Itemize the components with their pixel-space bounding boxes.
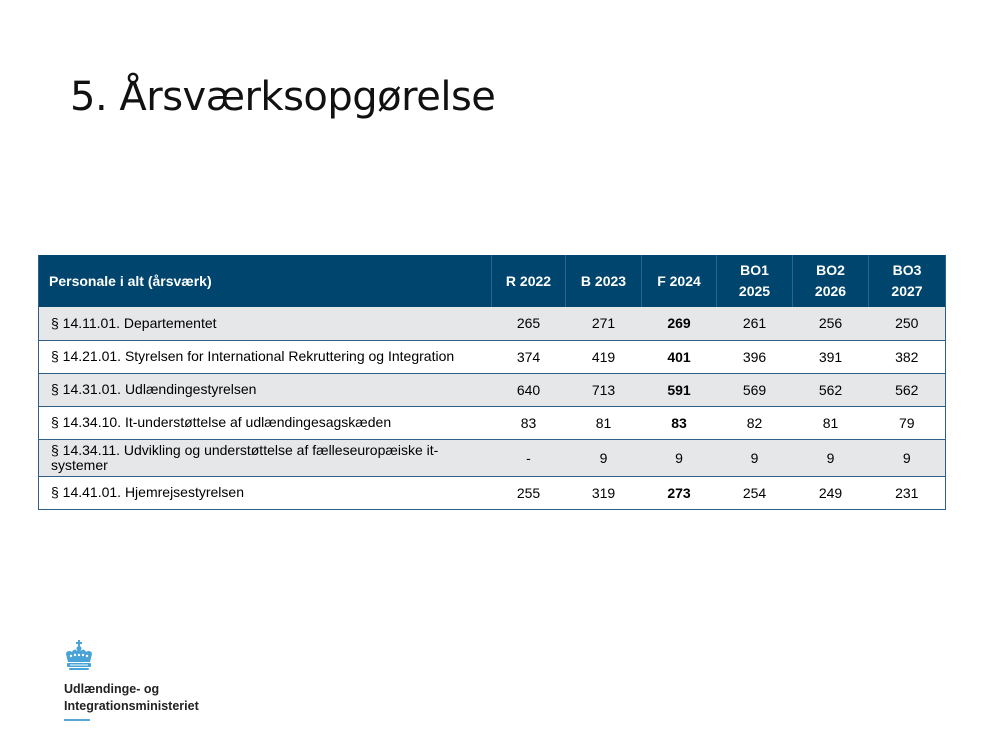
- slide-title: 5. Årsværksopgørelse: [70, 74, 496, 120]
- header-col-b2023: B 2023: [566, 255, 642, 307]
- cell-bo1: 254: [717, 476, 793, 509]
- row-label: § 14.34.10. It-understøttelse af udlændingesagskæden: [39, 406, 492, 439]
- table-row: [39, 373, 946, 406]
- cell-bo3: 9: [869, 439, 946, 476]
- header-col-f2024: F 2024: [642, 255, 717, 307]
- cell-r2022: -: [492, 439, 566, 476]
- cell-r2022: 83: [492, 406, 566, 439]
- cell-r2022: 374: [492, 340, 566, 373]
- row-label: § 14.34.11. Udvikling og understøttelse af fælleseuropæiske it-systemer: [39, 439, 492, 476]
- cell-b2023: 713: [566, 373, 642, 406]
- cell-bo2: 391: [793, 340, 869, 373]
- table-row: [39, 406, 946, 439]
- cell-bo2: 562: [793, 373, 869, 406]
- cell-f2024: 9: [642, 439, 717, 476]
- logo-divider: [64, 719, 90, 721]
- cell-r2022: 265: [492, 307, 566, 340]
- cell-b2023: 319: [566, 476, 642, 509]
- crown-icon: [63, 640, 95, 672]
- row-label: § 14.31.01. Udlændingestyrelsen: [39, 373, 492, 406]
- cell-bo2: 249: [793, 476, 869, 509]
- cell-f2024: 269: [642, 307, 717, 340]
- cell-r2022: 255: [492, 476, 566, 509]
- cell-bo3: 231: [869, 476, 946, 509]
- cell-r2022: 640: [492, 373, 566, 406]
- cell-bo3: 562: [869, 373, 946, 406]
- cell-bo3: 382: [869, 340, 946, 373]
- cell-bo2: 81: [793, 406, 869, 439]
- ministry-name-line-2: Integrationsministeriet: [64, 699, 199, 713]
- cell-bo1: 9: [717, 439, 793, 476]
- cell-bo1: 261: [717, 307, 793, 340]
- table-row: [39, 476, 946, 509]
- cell-bo1: 82: [717, 406, 793, 439]
- cell-bo2: 9: [793, 439, 869, 476]
- cell-b2023: 419: [566, 340, 642, 373]
- header-col-bo2: BO2 2026: [793, 255, 869, 307]
- header-col-bo1: BO1 2025: [717, 255, 793, 307]
- cell-bo3: 250: [869, 307, 946, 340]
- cell-f2024: 273: [642, 476, 717, 509]
- cell-b2023: 271: [566, 307, 642, 340]
- cell-bo2: 256: [793, 307, 869, 340]
- ministry-name-line-1: Udlændinge- og: [64, 682, 160, 696]
- cell-f2024: 591: [642, 373, 717, 406]
- table-header-row: [39, 255, 946, 307]
- row-label: § 14.11.01. Departementet: [39, 307, 492, 340]
- ministry-name: [64, 681, 264, 715]
- cell-b2023: 9: [566, 439, 642, 476]
- cell-bo1: 396: [717, 340, 793, 373]
- cell-bo1: 569: [717, 373, 793, 406]
- header-label: Personale i alt (årsværk): [39, 255, 492, 307]
- header-col-bo3: BO3 2027: [869, 255, 946, 307]
- header-col-r2022: R 2022: [492, 255, 566, 307]
- staffing-table: [38, 255, 946, 510]
- cell-f2024: 83: [642, 406, 717, 439]
- ministry-logo: [64, 640, 264, 721]
- row-label: § 14.21.01. Styrelsen for International Rekruttering og Integration: [39, 340, 492, 373]
- table-row: [39, 439, 946, 476]
- cell-b2023: 81: [566, 406, 642, 439]
- table-row: [39, 307, 946, 340]
- table-row: [39, 340, 946, 373]
- cell-f2024: 401: [642, 340, 717, 373]
- row-label: § 14.41.01. Hjemrejsestyrelsen: [39, 476, 492, 509]
- cell-bo3: 79: [869, 406, 946, 439]
